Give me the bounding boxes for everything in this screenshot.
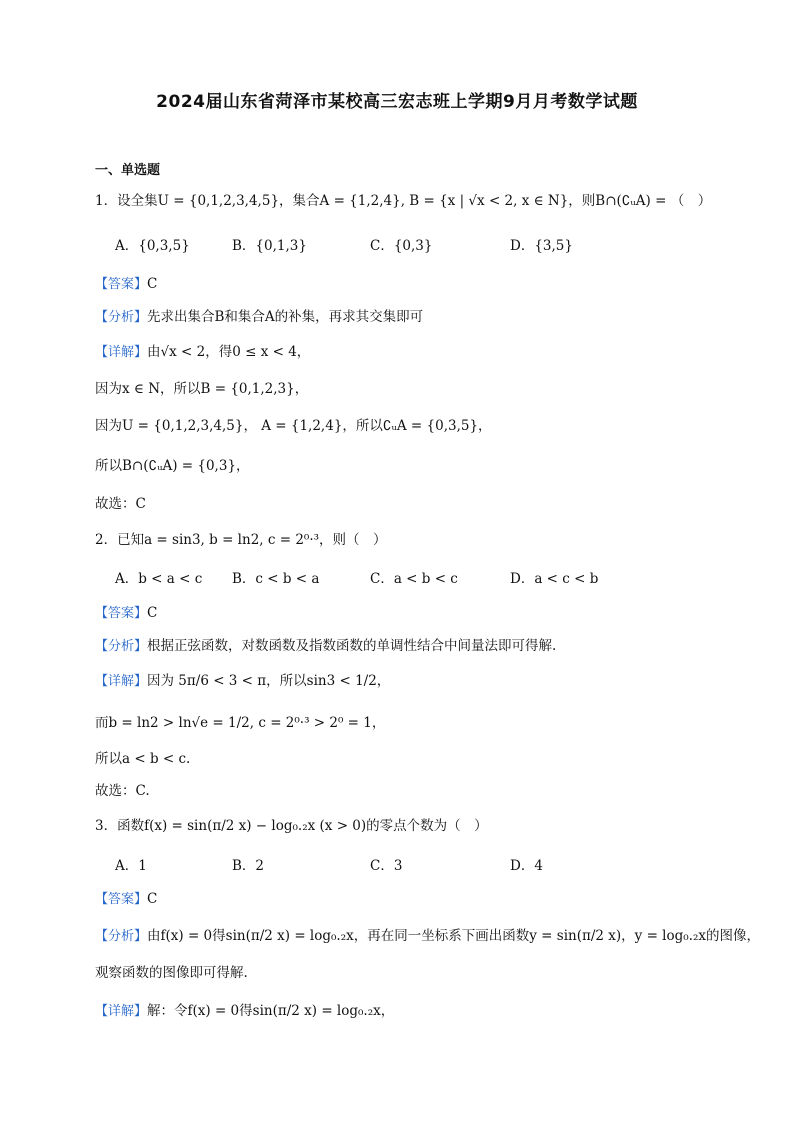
q3-analysis <box>95 925 760 948</box>
analysis-text: 先求出集合B和集合A的补集，再求其交集即可 <box>147 309 424 325</box>
q2-detail-line-2: 而b = ln2 > ln√e = 1/2, c = 2⁰·³ > 2⁰ = 1， <box>95 715 386 731</box>
analysis-tag: 【分析】 <box>95 929 148 944</box>
q3-answer <box>95 888 157 911</box>
q3-option-a: A．1 <box>115 858 147 874</box>
question-2-stem: 2．已知a = sin3, b = ln2, c = 2⁰·³，则（ ） <box>95 532 387 548</box>
answer-value: C <box>147 605 158 621</box>
answer-value: C <box>147 276 158 292</box>
q1-conclusion: 故选：C <box>95 496 146 512</box>
q1-option-c: C．{0,3} <box>370 238 433 254</box>
detail-text: 解：令f(x) = 0得sin(π/2 x) = log₀.₂x， <box>147 1003 395 1019</box>
q2-option-d: D．a < c < b <box>510 571 599 587</box>
q2-answer <box>95 602 157 625</box>
q1-detail-line-4: 所以B∩(∁ᵤA) = {0,3}， <box>95 458 250 474</box>
q3-option-b: B．2 <box>232 858 265 874</box>
q1-detail-line-3: 因为U = {0,1,2,3,4,5}， A = {1,2,4}，所以∁ᵤA = {0,3,5}， <box>95 418 492 434</box>
question-3-stem: 3．函数f(x) = sin(π/2 x) − log₀.₂x (x > 0)的零点个数为（ ） <box>95 818 488 834</box>
q1-detail-line-2: 因为x ∈ N，所以B = {0,1,2,3}， <box>95 381 309 397</box>
analysis-text: 由f(x) = 0得sin(π/2 x) = log₀.₂x，再在同一坐标系下画出函数y = sin(π/2 x)，y = log₀.₂x的图像， <box>147 928 760 944</box>
answer-tag: 【答案】 <box>95 606 148 621</box>
analysis-text: 根据正弦函数，对数函数及指数函数的单调性结合中间量法即可得解. <box>147 638 557 654</box>
section-heading: 一、单选题 <box>95 163 161 178</box>
detail-tag: 【详解】 <box>95 345 148 360</box>
q2-option-a: A．b < a < c <box>115 571 203 587</box>
q3-option-d: D．4 <box>510 858 543 874</box>
answer-tag: 【答案】 <box>95 892 148 907</box>
q1-option-a: A．{0,3,5} <box>115 238 190 254</box>
q1-option-d: D．{3,5} <box>510 238 573 254</box>
question-1-stem: 1．设全集U = {0,1,2,3,4,5}，集合A = {1,2,4}, B = {x | √x < 2, x ∈ N}，则B∩(∁ᵤA) = （ ） <box>95 193 712 209</box>
q3-option-c: C．3 <box>370 858 403 874</box>
q2-detail-line-3: 所以a < b < c. <box>95 751 191 767</box>
detail-tag: 【详解】 <box>95 674 148 689</box>
page-title: 2024届山东省菏泽市某校高三宏志班上学期9月月考数学试题 <box>156 92 638 112</box>
q3-detail <box>95 1000 394 1023</box>
q3-analysis-line-2: 观察函数的图像即可得解. <box>95 965 248 981</box>
q2-option-c: C．a < b < c <box>370 571 458 587</box>
q1-analysis <box>95 306 423 329</box>
q2-conclusion: 故选：C. <box>95 783 150 799</box>
detail-text: 由√x < 2，得0 ≤ x < 4， <box>147 344 311 360</box>
detail-text: 因为 5π/6 < 3 < π，所以sin3 < 1/2， <box>147 673 391 689</box>
answer-tag: 【答案】 <box>95 277 148 292</box>
q2-analysis <box>95 635 556 658</box>
detail-tag: 【详解】 <box>95 1004 148 1019</box>
q2-option-b: B．c < b < a <box>232 571 320 587</box>
q1-detail <box>95 341 310 364</box>
q1-answer <box>95 273 157 296</box>
q2-detail <box>95 670 390 693</box>
q1-option-b: B．{0,1,3} <box>232 238 307 254</box>
analysis-tag: 【分析】 <box>95 310 148 325</box>
answer-value: C <box>147 891 158 907</box>
analysis-tag: 【分析】 <box>95 639 148 654</box>
